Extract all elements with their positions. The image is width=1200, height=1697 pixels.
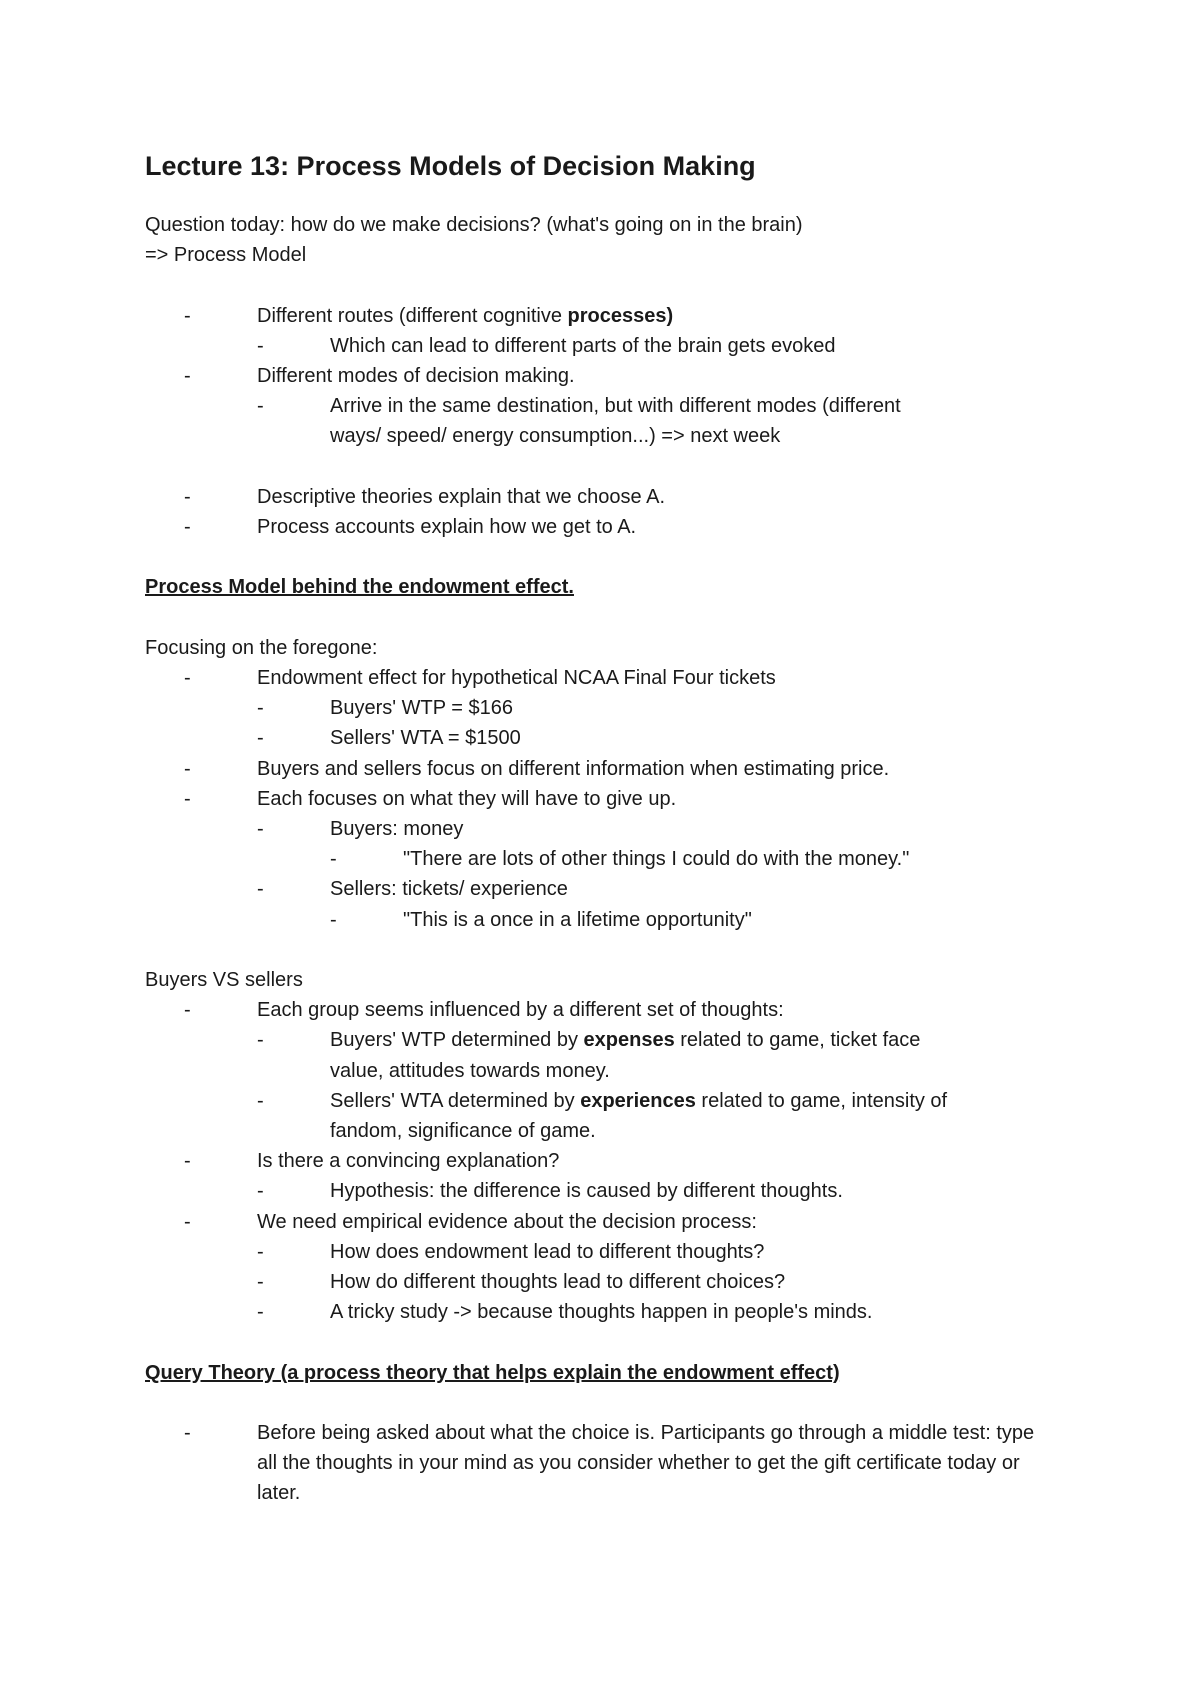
bullet-dash: - bbox=[184, 666, 191, 689]
section-heading-query-theory: Query Theory (a process theory that helps explain the endowment effect) bbox=[145, 1361, 840, 1384]
bullet-dash: - bbox=[257, 395, 264, 418]
list-item bbox=[145, 1207, 1060, 1237]
wtp-text: Buyers' WTP determined by bbox=[330, 1029, 584, 1052]
bullet-dash: - bbox=[257, 727, 264, 750]
hypothesis: Hypothesis: the difference is caused by different thoughts. bbox=[330, 1180, 843, 1203]
question-endowment: How does endowment lead to different thoughts? bbox=[330, 1240, 765, 1263]
bullet-dash: - bbox=[184, 1210, 191, 1233]
bullet-dash: - bbox=[184, 1150, 191, 1173]
list-item bbox=[145, 874, 1060, 904]
bullet-dash: - bbox=[257, 1089, 264, 1112]
give-up: Each focuses on what they will have to give up. bbox=[257, 787, 677, 810]
list-item bbox=[145, 693, 1060, 723]
buyers-vs-sellers: Buyers VS sellers bbox=[145, 969, 303, 991]
wtp-bold: expenses bbox=[583, 1029, 675, 1052]
buyers-money: Buyers: money bbox=[330, 818, 464, 840]
list-item bbox=[145, 1025, 1060, 1085]
list-item bbox=[145, 1237, 1060, 1267]
bullet-dash: - bbox=[257, 1271, 264, 1294]
list-item bbox=[145, 754, 1060, 784]
list-item bbox=[145, 301, 1060, 331]
intro-arrow: => Process Model bbox=[145, 244, 307, 267]
list-item bbox=[145, 1267, 1060, 1297]
modes-sub: Arrive in the same destination, but with different modes (different ways/ speed/ energy consumption...) => next week bbox=[330, 395, 901, 448]
bullet-dash: - bbox=[257, 818, 264, 840]
bullet-dash: - bbox=[184, 365, 191, 387]
focus-foregone: Focusing on the foregone: bbox=[145, 636, 378, 659]
wta-bold: experiences bbox=[580, 1089, 696, 1112]
modes-text: Different modes of decision making. bbox=[257, 365, 575, 387]
bullet-dash: - bbox=[257, 1301, 264, 1324]
wta-text: Sellers' WTA determined by bbox=[330, 1089, 581, 1112]
routes-sub: Which can lead to different parts of the brain gets evoked bbox=[330, 334, 836, 357]
list-item bbox=[145, 905, 1060, 935]
query-theory-item: Before being asked about what the choice is. Participants go through a middle test: type all the thoughts in your mind as you consider whether to get the gift certificate today or later. bbox=[257, 1422, 1035, 1505]
buyers-quote: "There are lots of other things I could do with the money." bbox=[403, 848, 910, 871]
bullet-dash: - bbox=[330, 908, 337, 931]
bullet-dash: - bbox=[330, 848, 337, 871]
routes-bold: processes) bbox=[567, 304, 674, 327]
section-heading-endowment: Process Model behind the endowment effect. bbox=[145, 576, 574, 599]
list-item bbox=[145, 482, 1060, 512]
tricky-study: A tricky study -> because thoughts happen in people's minds. bbox=[330, 1301, 873, 1324]
bullet-dash: - bbox=[184, 516, 191, 538]
focus-different: Buyers and sellers focus on different information when estimating price. bbox=[257, 757, 890, 780]
bullet-dash: - bbox=[257, 1240, 264, 1263]
page-title: Lecture 13: Process Models of Decision Making bbox=[145, 151, 756, 181]
bullet-dash: - bbox=[257, 878, 264, 901]
bullet-dash: - bbox=[257, 1029, 264, 1052]
list-item bbox=[145, 512, 1060, 542]
bullet-dash: - bbox=[257, 697, 264, 720]
buyers-wtp: Buyers' WTP = $166 bbox=[330, 697, 513, 720]
list-item bbox=[145, 1146, 1060, 1176]
bullet-dash: - bbox=[184, 757, 191, 780]
question-choices: How do different thoughts lead to different choices? bbox=[330, 1271, 786, 1294]
list-item bbox=[145, 995, 1060, 1025]
bullet-dash: - bbox=[257, 334, 264, 357]
endowment-tickets: Endowment effect for hypothetical NCAA Final Four tickets bbox=[257, 666, 776, 689]
list-item bbox=[145, 361, 1060, 391]
list-item bbox=[145, 331, 1060, 361]
list-item bbox=[145, 1176, 1060, 1206]
list-item bbox=[145, 723, 1060, 753]
routes-text: Different routes (different cognitive bbox=[257, 304, 568, 327]
bullet-dash: - bbox=[257, 1180, 264, 1203]
list-item bbox=[145, 663, 1060, 693]
bullet-dash: - bbox=[184, 999, 191, 1022]
empirical-evidence: We need empirical evidence about the decision process: bbox=[257, 1210, 757, 1233]
list-item bbox=[145, 844, 1060, 874]
list-item bbox=[145, 391, 1060, 451]
sellers-wta: Sellers' WTA = $1500 bbox=[330, 727, 521, 750]
group-influenced: Each group seems influenced by a different set of thoughts: bbox=[257, 999, 784, 1022]
process-accounts: Process accounts explain how we get to A. bbox=[257, 516, 637, 538]
bullet-dash: - bbox=[184, 304, 191, 327]
bullet-dash: - bbox=[184, 485, 191, 508]
list-item bbox=[145, 1297, 1060, 1327]
bullet-dash: - bbox=[184, 787, 191, 810]
list-item bbox=[145, 1086, 1060, 1146]
intro-question: Question today: how do we make decisions? (what's going on in the brain) bbox=[145, 214, 803, 236]
descriptive-theories: Descriptive theories explain that we choose A. bbox=[257, 485, 665, 508]
sellers-quote: "This is a once in a lifetime opportunity" bbox=[403, 908, 752, 931]
sellers-tickets: Sellers: tickets/ experience bbox=[330, 878, 568, 901]
wta-rest: related to game, intensity of fandom, significance of game. bbox=[330, 1089, 948, 1143]
bullet-dash: - bbox=[184, 1422, 191, 1445]
list-item bbox=[145, 814, 1060, 844]
list-item bbox=[145, 784, 1060, 814]
wtp-rest: related to game, ticket face value, attitudes towards money. bbox=[330, 1029, 921, 1082]
document-body bbox=[145, 150, 1060, 1509]
convincing-explanation: Is there a convincing explanation? bbox=[257, 1150, 560, 1173]
list-item bbox=[145, 1418, 1060, 1509]
